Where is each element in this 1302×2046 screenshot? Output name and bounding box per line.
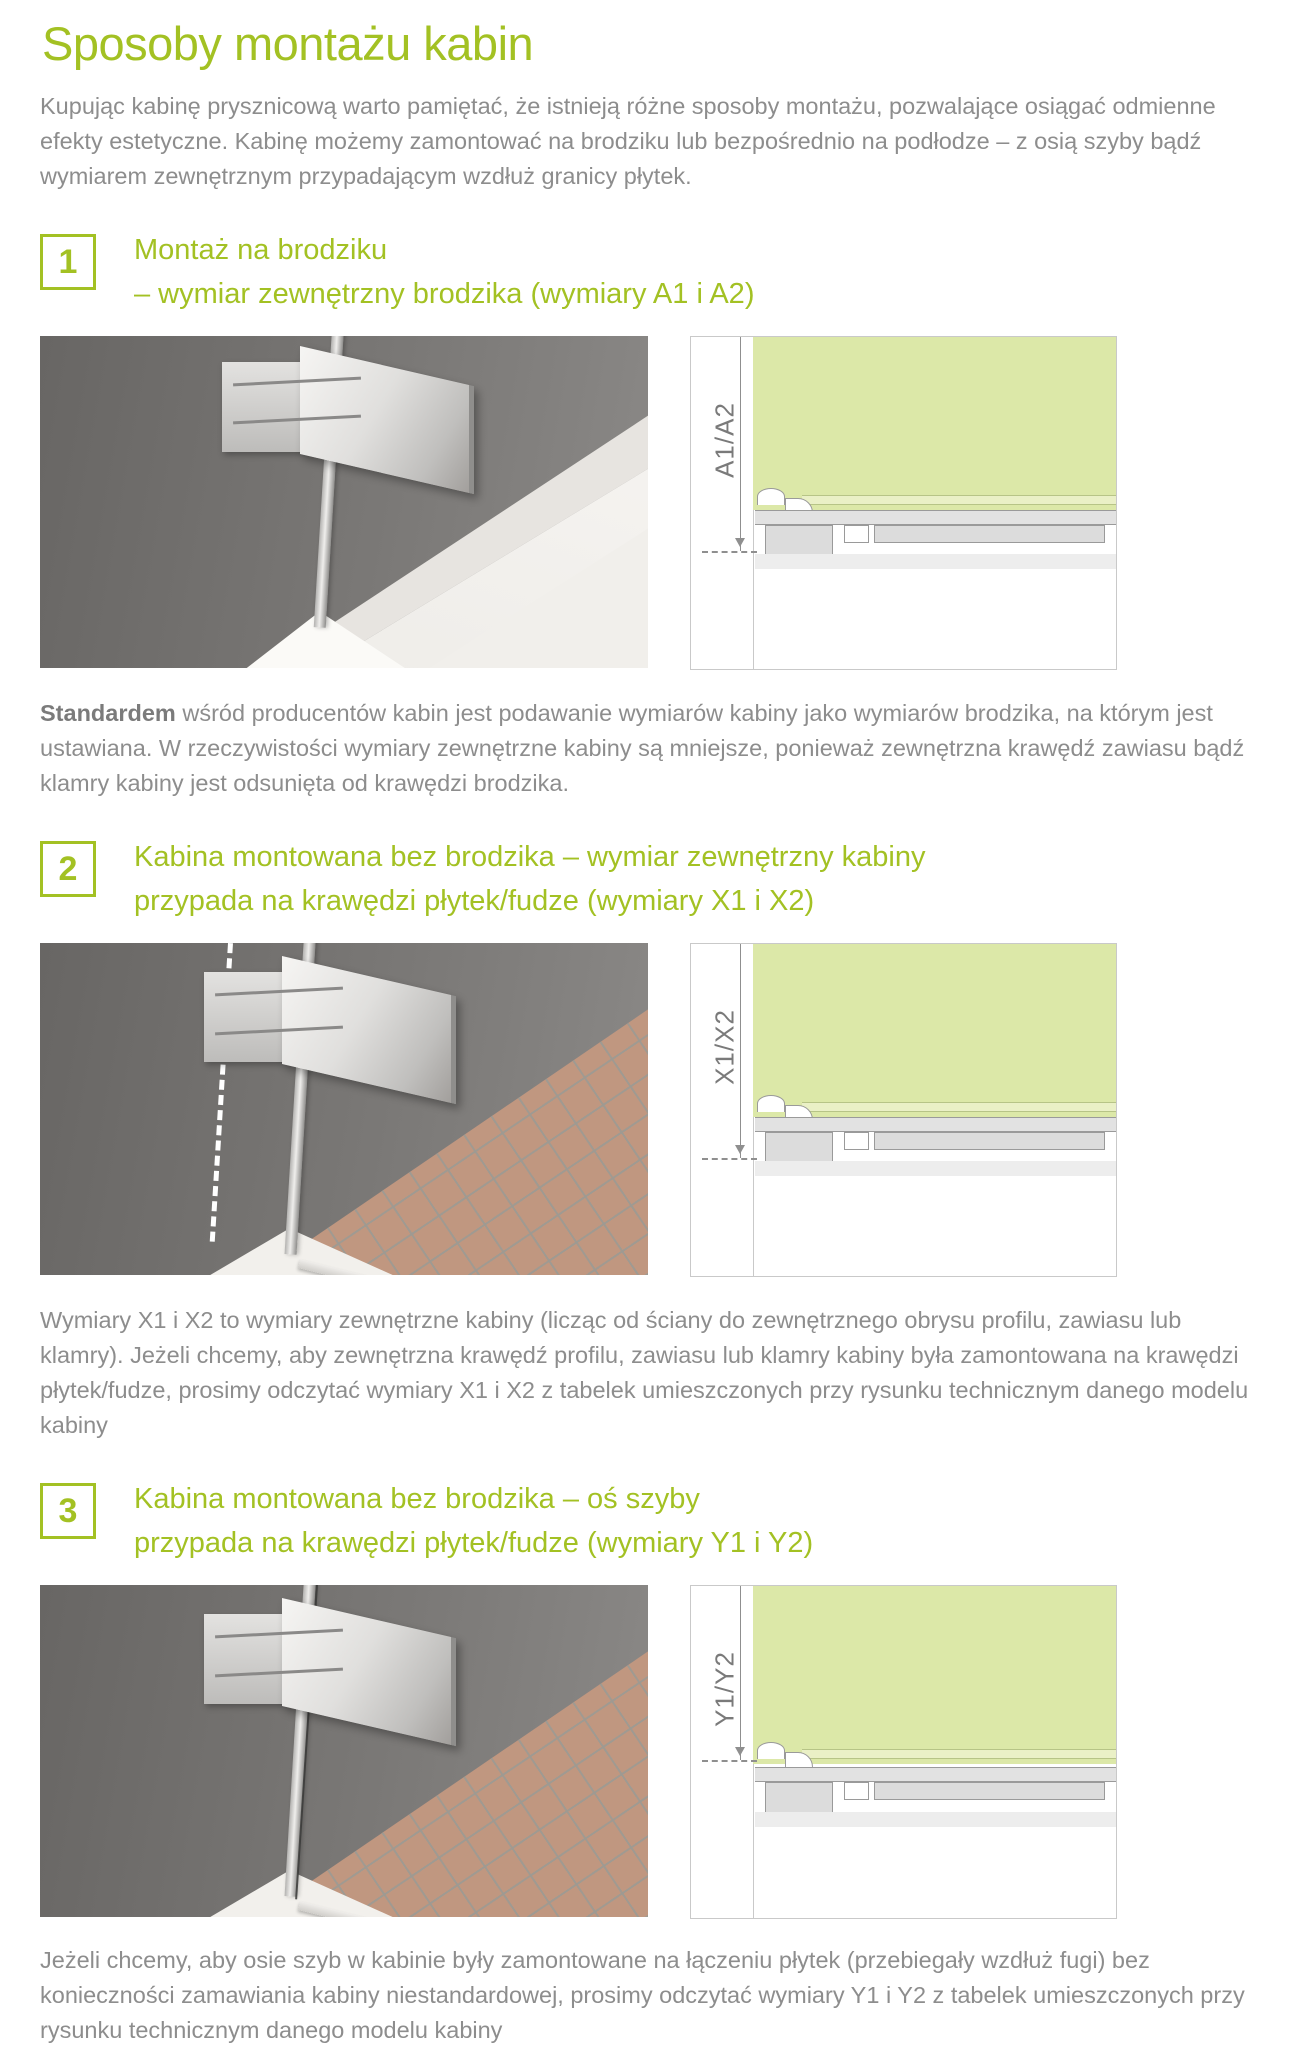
section-2-heading-line2: przypada na krawędzi płytek/fudze (wymiary X1 i X2) — [134, 885, 815, 917]
section-1-heading — [134, 228, 754, 316]
paragraph-standard-rest: wśród producentów kabin jest podawanie wymiarów kabiny jako wymiarów brodzika, na którym jest ustawiana. W rzeczywistości wymiary zewnętrzne kabiny są mniejsze, ponieważ zewnętrzna krawędź zawiasu bądź klamry kabiny jest odsunięta od krawędzi brodzika. — [40, 700, 1245, 796]
diagram-glass-panel — [753, 1586, 1116, 1764]
diagram-y1-y2 — [690, 1585, 1117, 1919]
diagram-floor-bar — [874, 1132, 1106, 1151]
section-1-heading-line2: – wymiar zewnętrzny brodzika (wymiary A1 i A2) — [134, 278, 755, 310]
diagram-tray-band — [755, 510, 1116, 525]
hinge-icon — [222, 346, 490, 459]
section-3-figures — [40, 1585, 1262, 1919]
diagram-clamp-outline — [757, 488, 785, 505]
diagram-clamp-outline — [757, 1095, 785, 1112]
diagram-tray-notch — [844, 525, 869, 544]
diagram-floor-block — [765, 1782, 833, 1816]
section-1-number-badge — [40, 234, 96, 290]
hinge-back-plate — [204, 1614, 292, 1704]
dimension-label: A1/A2 — [709, 401, 740, 478]
hinge-back-plate — [222, 362, 310, 452]
diagram-seal-strip — [802, 495, 1117, 506]
photo-hinge-on-tiles-axis — [40, 1585, 648, 1917]
section-1-header — [40, 228, 1262, 316]
diagram-glass-panel — [753, 944, 1116, 1117]
photo-hinge-on-tray — [40, 336, 648, 668]
section-3-heading-line1: Kabina montowana bez brodzika – oś szyby — [134, 1483, 700, 1515]
dimension-dashed-line — [702, 551, 757, 553]
section-2-figures — [40, 943, 1262, 1277]
diagram-a1-a2 — [690, 336, 1117, 670]
diagram-floor-underlay — [755, 1161, 1116, 1176]
diagram-floor-band — [755, 1117, 1116, 1132]
diagram-glass-panel — [753, 337, 1116, 510]
diagram-floor-underlay — [755, 1812, 1116, 1827]
diagram-tray-block — [765, 525, 833, 559]
page-title: Sposoby montażu kabin — [42, 17, 534, 70]
section-3-header — [40, 1477, 1262, 1565]
section-2-header — [40, 835, 1262, 923]
section-2-heading-line1: Kabina montowana bez brodzika – wymiar zewnętrzny kabiny — [134, 841, 926, 873]
diagram-x1-x2 — [690, 943, 1117, 1277]
diagram-floor-band — [755, 1767, 1116, 1782]
section-3-heading — [134, 1477, 813, 1565]
hinge-icon — [204, 956, 472, 1069]
dimension-dashed-line — [702, 1158, 757, 1160]
diagram-floor-block — [765, 1132, 833, 1166]
dimension-dashed-line — [702, 1760, 757, 1762]
dimension-label: X1/X2 — [709, 1008, 740, 1085]
paragraph-standard-lead: Standardem — [40, 700, 176, 726]
section-1-number: 1 — [58, 242, 78, 281]
section-3-number: 3 — [58, 1491, 78, 1530]
hinge-back-plate — [204, 972, 292, 1062]
diagram-floor-notch — [844, 1782, 869, 1801]
section-1-figures — [40, 336, 1262, 670]
section-2-number: 2 — [58, 849, 78, 888]
section-3-heading-line2: przypada na krawędzi płytek/fudze (wymiary Y1 i Y2) — [134, 1527, 814, 1559]
paragraph-x-dimensions: Wymiary X1 i X2 to wymiary zewnętrzne kabiny (licząc od ściany do zewnętrznego obrysu profilu, zawiasu lub klamry). Jeżeli chcemy, aby zewnętrzna krawędź profilu, zawiasu lub klamry kabiny była zamontowana na krawędzi płytek/fudze, prosimy odczytać wymiary X1 i X2 z tabelek umieszczonych przy rysunku technicznym danego modelu kabiny — [40, 1307, 1249, 1438]
diagram-floor-bar — [874, 1782, 1106, 1801]
photo-hinge-on-tiles-dashed — [40, 943, 648, 1275]
diagram-tray-underlay — [755, 554, 1116, 569]
diagram-seal-strip — [802, 1102, 1117, 1113]
section-2-heading — [134, 835, 925, 923]
section-2-number-badge — [40, 841, 96, 897]
intro-paragraph: Kupując kabinę prysznicową warto pamiętać, że istnieją różne sposoby montażu, pozwalające osiągać odmienne efekty estetyczne. Kabinę możemy zamontować na brodziku lub bezpośrednio na podłodze – z osią szyby bądź wymiarem zewnętrznym przypadającym wzdłuż granicy płytek. — [40, 93, 1216, 189]
section-2 — [40, 835, 1262, 1277]
section-1-heading-line1: Montaż na brodziku — [134, 234, 388, 266]
section-1 — [40, 228, 1262, 670]
diagram-clamp-outline — [757, 1742, 785, 1759]
section-3 — [40, 1477, 1262, 1919]
diagram-floor-notch — [844, 1132, 869, 1151]
diagram-seal-strip — [802, 1749, 1117, 1760]
paragraph-y-dimensions: Jeżeli chcemy, aby osie szyb w kabinie były zamontowane na łączeniu płytek (przebiegały wzdłuż fugi) bez konieczności zamawiania kabiny niestandardowej, prosimy odczytać wymiary Y1 i Y2 z tabelek umieszczonych przy rysunku technicznym danego modelu kabiny — [40, 1947, 1245, 2043]
section-3-number-badge — [40, 1483, 96, 1539]
diagram-tray-bar — [874, 525, 1106, 544]
dimension-label: Y1/Y2 — [709, 1650, 740, 1727]
hinge-icon — [204, 1598, 472, 1711]
paragraph-standard — [40, 696, 1262, 801]
